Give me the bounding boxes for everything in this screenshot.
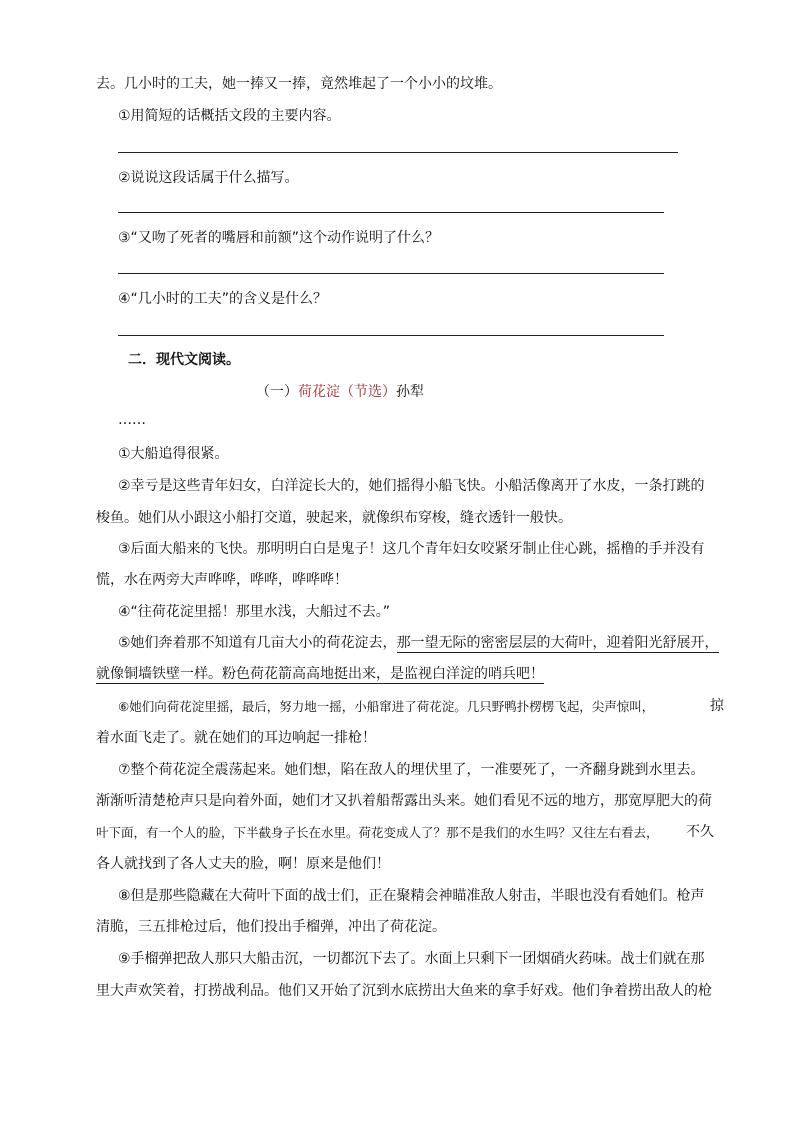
ellipsis: …… [118,412,146,428]
paragraph-8-line-1: ⑧但是那些隐藏在大荷叶下面的战士们，正在聚精会神瞄准敌人射击，半眼也没有看她们。枪声 [118,888,705,904]
continuation-text: 去。几小时的工夫，她一捧又一捧，竟然堆起了一个小小的坟堆。 [96,76,502,92]
title-main: 荷花淀（节选） [298,384,396,400]
paragraph-7-line-3-end: 不久 [686,824,714,840]
paragraph-7-line-4: 各人就找到了各人丈夫的脸，啊！原来是他们！ [96,856,390,872]
paragraph-5-underlined: 那一望无际的密密层层的大荷叶，迎着阳光舒展开， [396,635,719,651]
paragraph-5-plain: ⑤她们奔着那不知道有几亩大小的荷花淀去， [118,635,397,651]
paragraph-2-line-1: ②幸亏是这些青年妇女，白洋淀长大的，她们摇得小船飞快。小船活像离开了水皮，一条打跳的 [118,478,705,494]
answer-line-1[interactable] [118,152,678,153]
paragraph-3-line-1: ③后面大船来的飞快。那明明白白是鬼子！这几个青年妇女咬紧牙制止住心跳，摇橹的手并没有 [118,541,705,557]
answer-line-4[interactable] [118,335,664,336]
paragraph-5-underlined-2: 就像铜墙铁壁一样。粉色荷花箭高高地挺出来，是监视白洋淀的哨兵吧！ [96,666,544,682]
paragraph-5-line-1 [118,633,719,653]
paragraph-6-line-1-end: 掠 [710,698,724,714]
paragraph-9-line-1: ⑨手榴弹把敌人那只大船击沉，一切都沉下去了。水面上只剩下一团烟硝火药味。战士们就在那 [118,951,705,967]
passage-title [256,382,424,402]
question-3: ③“又吻了死者的嘴唇和前额”这个动作说明了什么？ [118,230,440,246]
paragraph-2-line-2: 梭鱼。她们从小跟这小船打交道，驶起来，就像织布穿梭，缝衣透针一般快。 [96,510,572,526]
paragraph-7-line-1: ⑦整个荷花淀全震荡起来。她们想，陷在敌人的埋伏里了，一准要死了，一齐翻身跳到水里去。 [118,762,705,778]
paragraph-9-line-2: 里大声欢笑着，打捞战利品。他们又开始了沉到水底捞出大鱼来的拿手好戏。他们争着捞出敌人的枪 [96,983,712,999]
paragraph-5-line-2 [96,664,544,684]
answer-line-2[interactable] [118,212,664,213]
paragraph-6-line-2: 着水面飞走了。就在她们的耳边响起一排枪！ [96,730,376,746]
paragraph-4: ④“往荷花淀里摇！那里水浅，大船过不去。” [118,604,391,620]
question-1: ①用简短的话概括文段的主要内容。 [118,108,341,124]
answer-line-3[interactable] [118,273,664,274]
section-heading: 二．现代文阅读。 [128,352,240,368]
paragraph-1: ①大船追得很紧。 [118,446,229,462]
paragraph-3-line-2: 慌，水在两旁大声哗哗，哗哗，哗哗哗！ [96,572,348,588]
paragraph-6-line-1: ⑥她们向荷花淀里摇，最后，努力地一摇，小船窜进了荷花淀。几只野鸭扑楞楞飞起，尖声惊叫， [118,699,655,714]
paragraph-8-line-2: 清脆，三五排枪过后，他们投出手榴弹，冲出了荷花淀。 [96,919,446,935]
title-prefix: （一） [256,384,298,400]
author-name: 孙犁 [396,384,424,400]
paragraph-7-line-2: 渐渐听清楚枪声只是向着外面，她们才又扒着船帮露出头来。她们看见不远的地方，那宽厚肥大的荷 [96,793,712,809]
question-2: ②说说这段话属于什么描写。 [118,170,299,186]
paragraph-7-line-3: 叶下面，有一个人的脸，下半截身子长在水里。荷花变成人了？那不是我们的水生吗？又往左右看去， [96,825,659,840]
question-4: ④“几小时的工夫”的含义是什么？ [118,291,328,307]
